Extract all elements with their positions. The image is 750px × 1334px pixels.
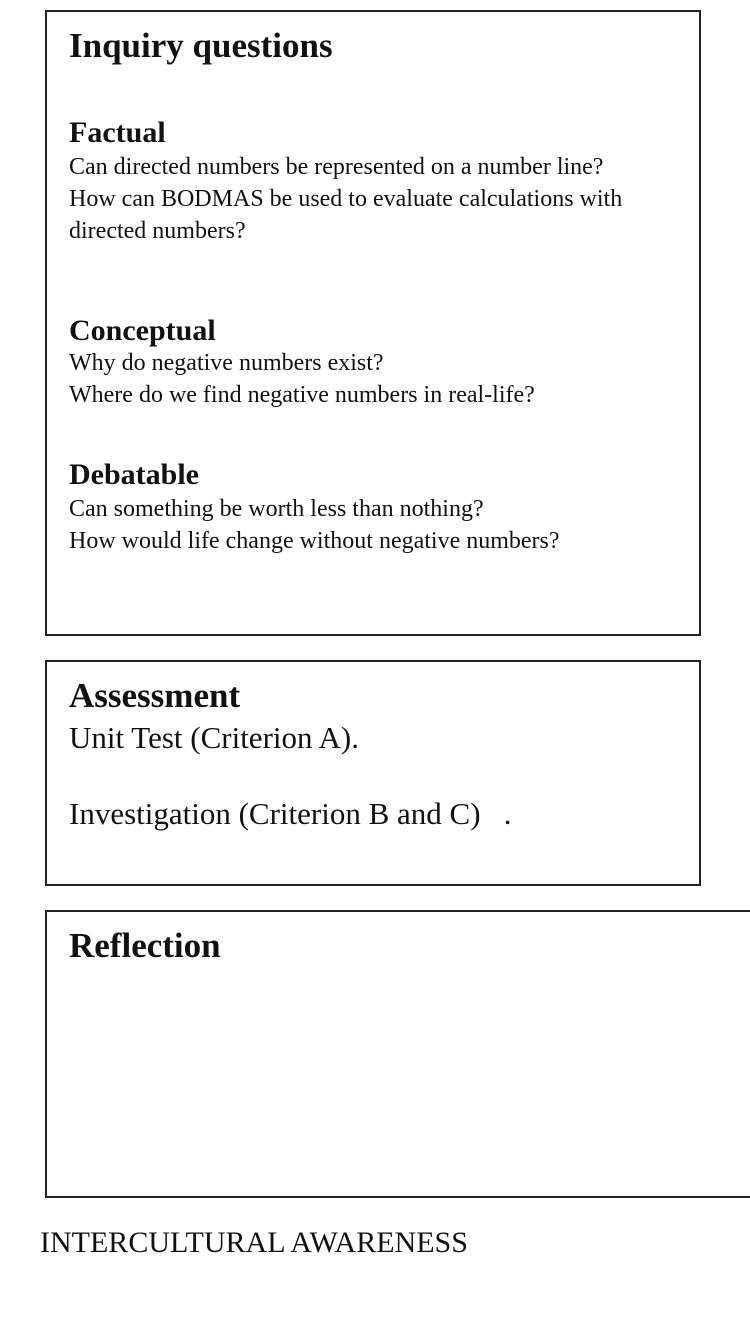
assessment-title: Assessment xyxy=(69,676,241,715)
debatable-question-list xyxy=(69,493,669,557)
conceptual-question: Where do we find negative numbers in real-life? xyxy=(69,382,535,408)
debatable-question: How would life change without negative numbers? xyxy=(69,528,560,554)
factual-question: Can directed numbers be represented on a number line? xyxy=(69,154,604,180)
inquiry-questions-box xyxy=(45,10,701,636)
reflection-title: Reflection xyxy=(69,926,221,965)
conceptual-question: Why do negative numbers exist? xyxy=(69,350,384,376)
debatable-question: Can something be worth less than nothing? xyxy=(69,496,484,522)
assessment-box xyxy=(45,660,701,886)
inquiry-title: Inquiry questions xyxy=(69,26,333,65)
factual-question-list xyxy=(69,151,669,247)
assessment-item: Unit Test (Criterion A). xyxy=(69,720,360,755)
conceptual-question-list xyxy=(69,347,669,411)
factual-heading: Factual xyxy=(69,116,166,149)
conceptual-heading: Conceptual xyxy=(69,314,216,347)
reflection-box xyxy=(45,910,750,1198)
intercultural-awareness-label: INTERCULTURAL AWARENESS xyxy=(40,1226,468,1259)
debatable-heading: Debatable xyxy=(69,458,199,491)
factual-question: How can BODMAS be used to evaluate calculations with directed numbers? xyxy=(69,186,623,244)
assessment-item: Investigation (Criterion B and C) . xyxy=(69,796,512,831)
